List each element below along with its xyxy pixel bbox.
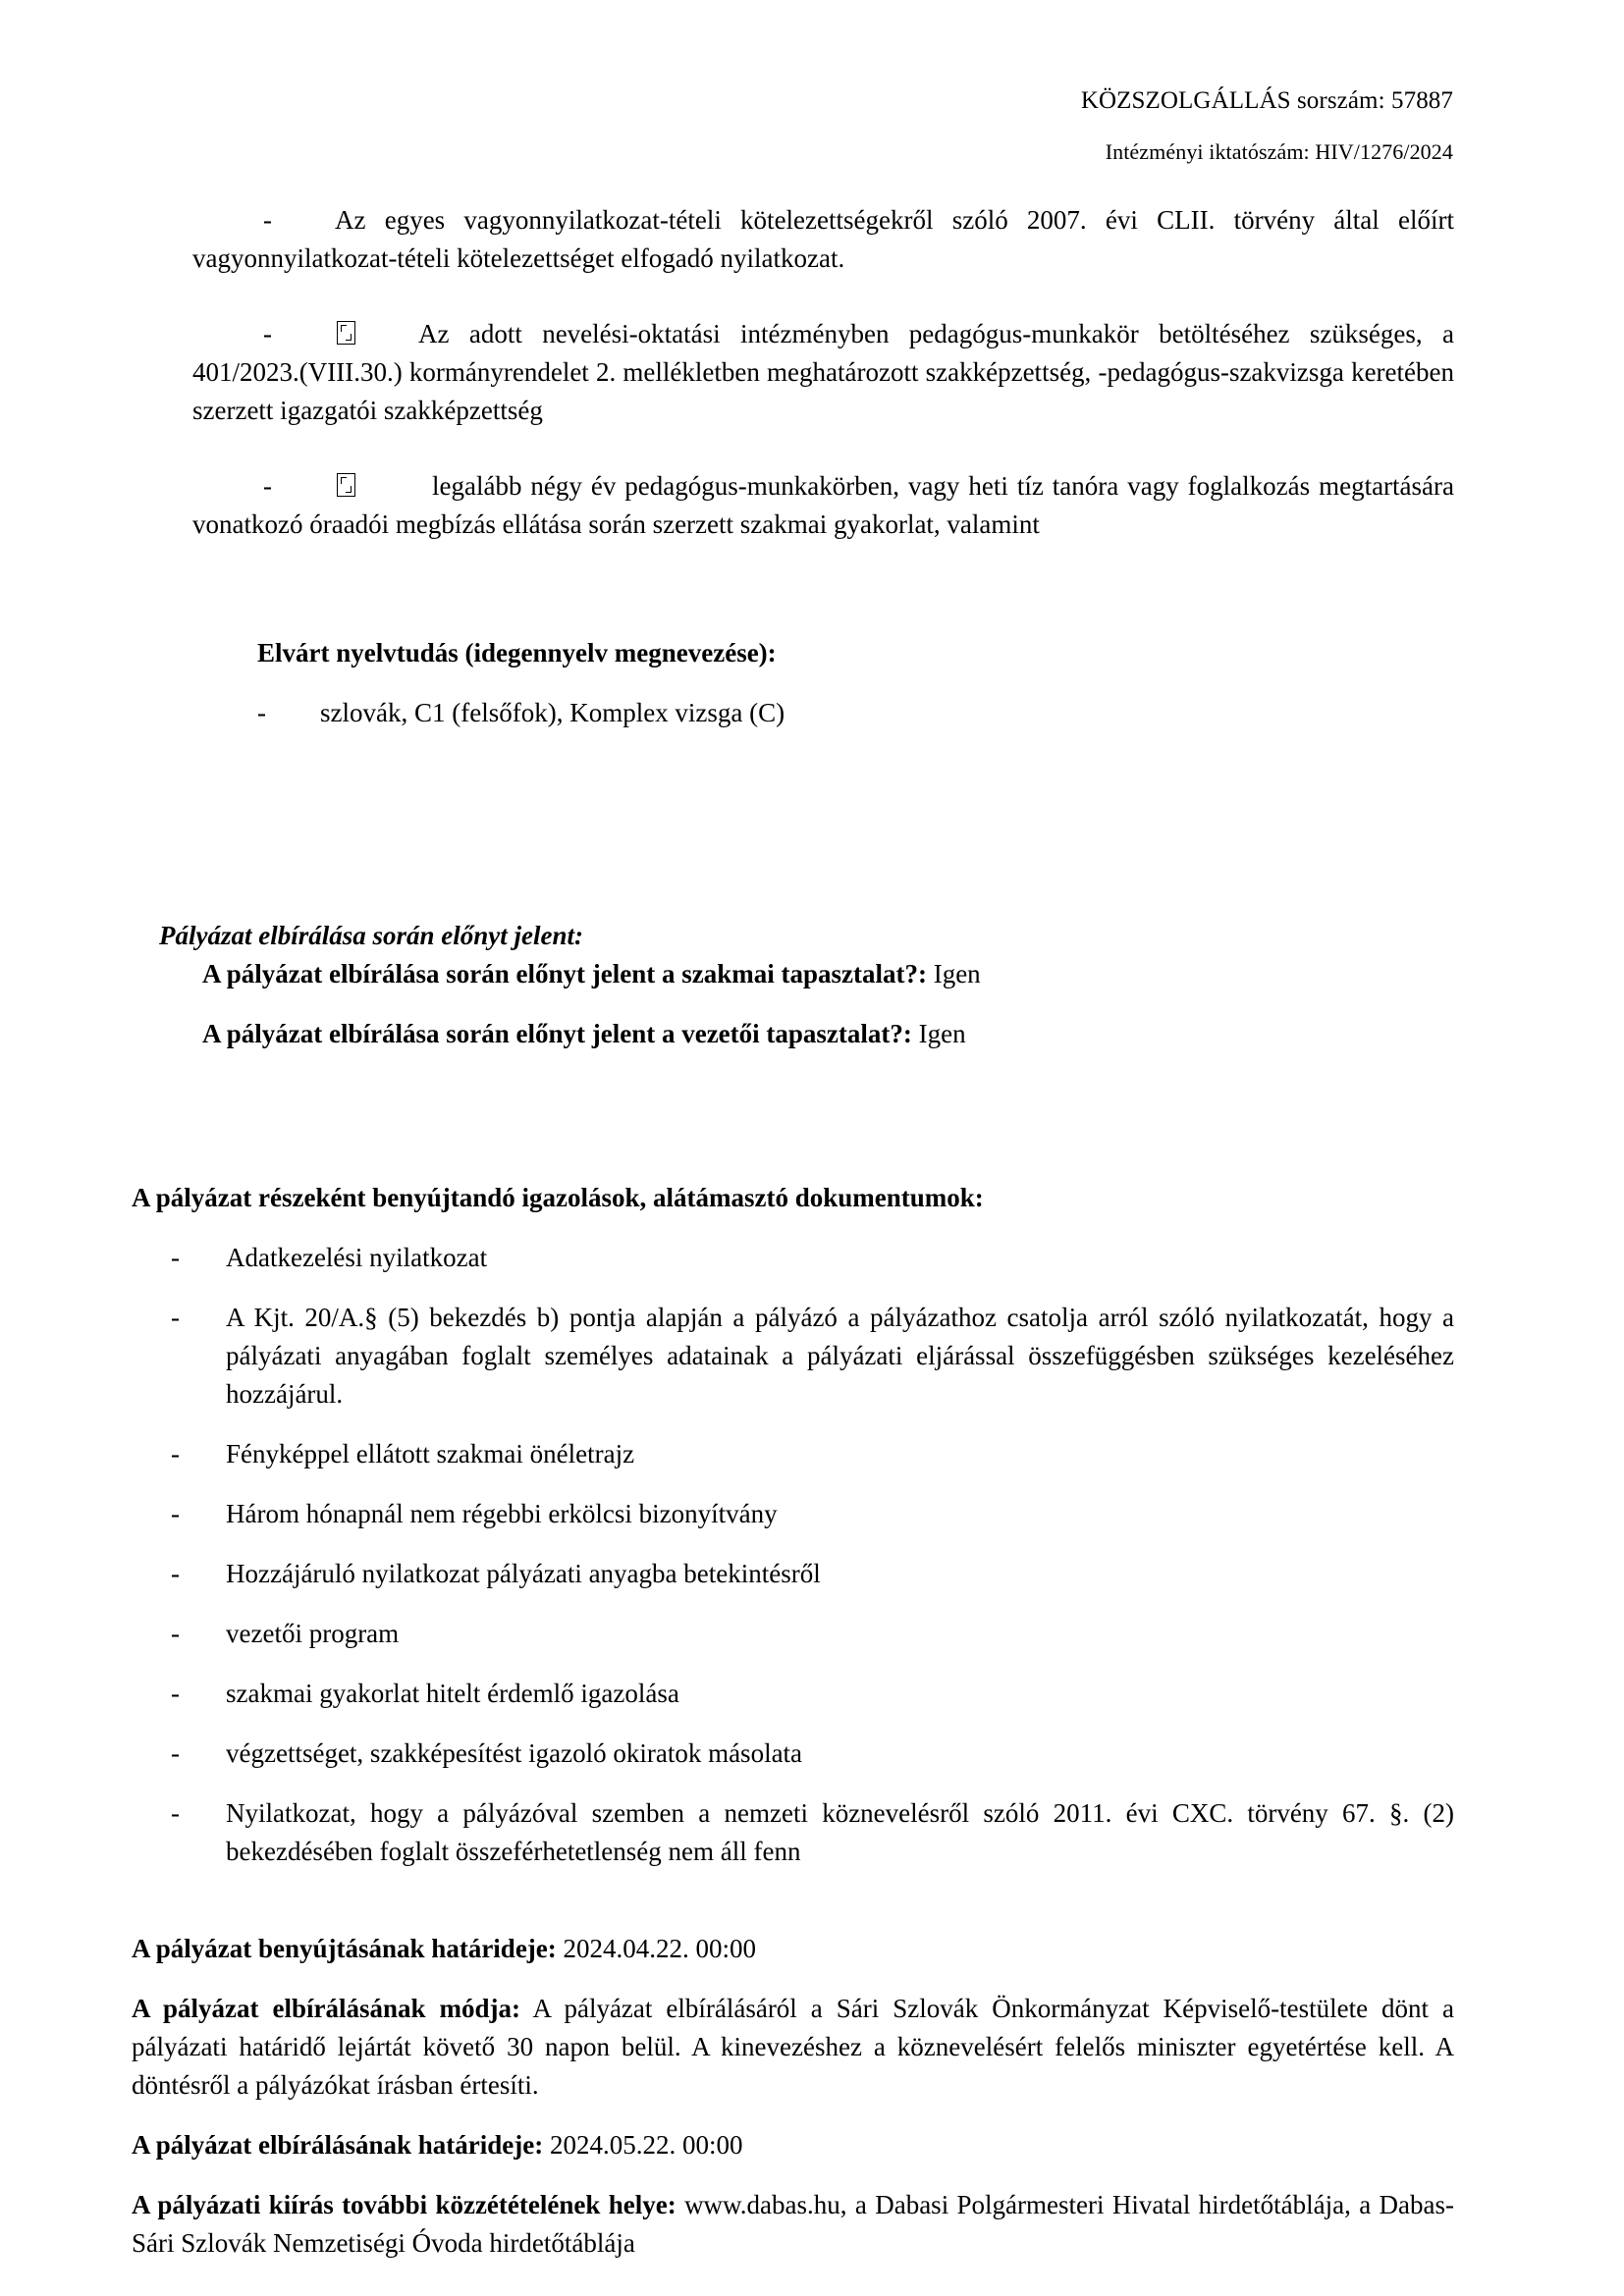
- list-item: - vezetői program: [165, 1615, 1454, 1653]
- list-item: - Hozzájáruló nyilatkozat pályázati anyagba betekintésről: [165, 1555, 1454, 1593]
- evaluation-method-label: A pályázat elbírálásának módja:: [132, 1994, 520, 2023]
- submission-deadline-value: 2024.04.22. 00:00: [563, 1934, 757, 1963]
- spacer: [192, 2105, 1454, 2126]
- spacer: [192, 1217, 1454, 1239]
- publication-place-value: www.dabas.hu, a Dabasi Polgármesteri Hivatal hirdetőtáblája, a Dabas-Sári Szlovák Nemzetiségi Óvoda hirdetőtáblája: [132, 2190, 1455, 2258]
- advantage-leadership-experience-value: Igen: [918, 1019, 966, 1048]
- list-item: - Fényképpel ellátott szakmai önéletrajz: [165, 1435, 1454, 1473]
- spacer: [192, 732, 1454, 880]
- evaluation-method-value: A pályázat elbírálásáról a Sári Szlovák Önkormányzat Képviselő-testülete dönt a pályázati határidő lejártát követő 30 napon belül. A kinevezéshez a köznevelésért felelős miniszter egyetértése kell. A döntésről a pályázókat írásban értesíti.: [132, 1994, 1454, 2100]
- advantage-professional-experience-label: A pályázat elbírálása során előnyt jelent a szakmai tapasztalat?:: [202, 959, 927, 988]
- spacer: [192, 1968, 1454, 1990]
- requirement-item-1-dash: -: [263, 205, 272, 235]
- requirement-item-2-text: Az adott nevelési-oktatási intézményben pedagógus-munkakör betöltéséhez szükséges, a 401/2023.(VIII.30.) kormányrendelet 2. mellékletben meghatározott szakképzettség, -pedagógus-szakvizsga keretében szerzett igazgatói szakképzettség: [192, 319, 1454, 425]
- language-requirement-entry: - szlovák, C1 (felsőfok), Komplex vizsga (C): [192, 694, 1454, 732]
- publication-place-label: A pályázati kiírás további közzétételének helye:: [132, 2190, 677, 2219]
- list-item: - Adatkezelési nyilatkozat: [165, 1239, 1454, 1277]
- requirement-item-1: [192, 201, 1454, 278]
- document-body: [132, 201, 1455, 2263]
- list-item: - Nyilatkozat, hogy a pályázóval szemben a nemzeti köznevelésről szóló 2011. évi CXC. törvény 67. §. (2) bekezdésében foglalt összeférhetetlenség nem áll fenn: [165, 1794, 1454, 1871]
- decision-deadline-value: 2024.05.22. 00:00: [550, 2130, 743, 2160]
- document-header: [0, 84, 1453, 167]
- requirement-item-2: [192, 315, 1454, 430]
- spacer: [192, 544, 1454, 634]
- requirement-item-3-text: legalább négy év pedagógus-munkakörben, vagy heti tíz tanóra vagy foglalkozás megtartására vonatkozó óraadói megbízás ellátása során szerzett szakmai gyakorlat, valamint: [192, 471, 1454, 539]
- spacer: [192, 2164, 1454, 2186]
- spacer: [192, 993, 1454, 1015]
- list-item: - végzettséget, szakképesítést igazoló okiratok másolata: [165, 1735, 1454, 1773]
- advantages-heading: Pályázat elbírálása során előnyt jelent:: [159, 921, 583, 950]
- missing-glyph-icon: [337, 321, 355, 345]
- advantage-leadership-experience-label: A pályázat elbírálása során előnyt jelent a vezetői tapasztalat?:: [202, 1019, 912, 1048]
- spacer: [192, 1053, 1454, 1179]
- language-requirement-heading: Elvárt nyelvtudás (idegennyelv megnevezése):: [257, 638, 777, 667]
- institutional-registry-number: Intézményi iktatószám: HIV/1276/2024: [1105, 139, 1453, 164]
- missing-glyph-icon: [337, 473, 355, 497]
- spacer: [192, 880, 1454, 917]
- requirement-item-3: [192, 467, 1454, 544]
- list-item: - Három hónapnál nem régebbi erkölcsi bizonyítvány: [165, 1495, 1454, 1533]
- list-item: - A Kjt. 20/A.§ (5) bekezdés b) pontja alapján a pályázó a pályázathoz csatolja arról szóló nyilatkozatát, hogy a pályázati anyagában foglalt személyes adatainak a pályázati eljárással összefüggésben szükséges kezeléséhez hozzájárul.: [165, 1299, 1454, 1414]
- kozszolgallas-serial-number: KÖZSZOLGÁLLÁS sorszám: 57887: [1080, 87, 1453, 114]
- documents-heading: A pályázat részeként benyújtandó igazolások, alátámasztó dokumentumok:: [132, 1183, 984, 1212]
- list-item: - szakmai gyakorlat hitelt érdemlő igazolása: [165, 1675, 1454, 1713]
- requirement-item-2-dash: -: [263, 319, 272, 348]
- documents-list: [165, 1239, 1454, 1871]
- spacer: [192, 430, 1454, 467]
- decision-deadline-label: A pályázat elbírálásának határideje:: [132, 2130, 544, 2160]
- advantage-professional-experience-value: Igen: [933, 959, 981, 988]
- requirement-item-1-text: Az egyes vagyonnyilatkozat-tételi kötelezettségekről szóló 2007. évi CLII. törvény által előírt vagyonnyilatkozat-tételi kötelezettséget elfogadó nyilatkozat.: [192, 205, 1454, 273]
- spacer: [192, 1893, 1454, 1930]
- submission-deadline-label: A pályázat benyújtásának határideje:: [132, 1934, 557, 1963]
- spacer: [192, 278, 1454, 315]
- requirement-item-3-dash: -: [263, 471, 272, 501]
- spacer: [192, 672, 1454, 694]
